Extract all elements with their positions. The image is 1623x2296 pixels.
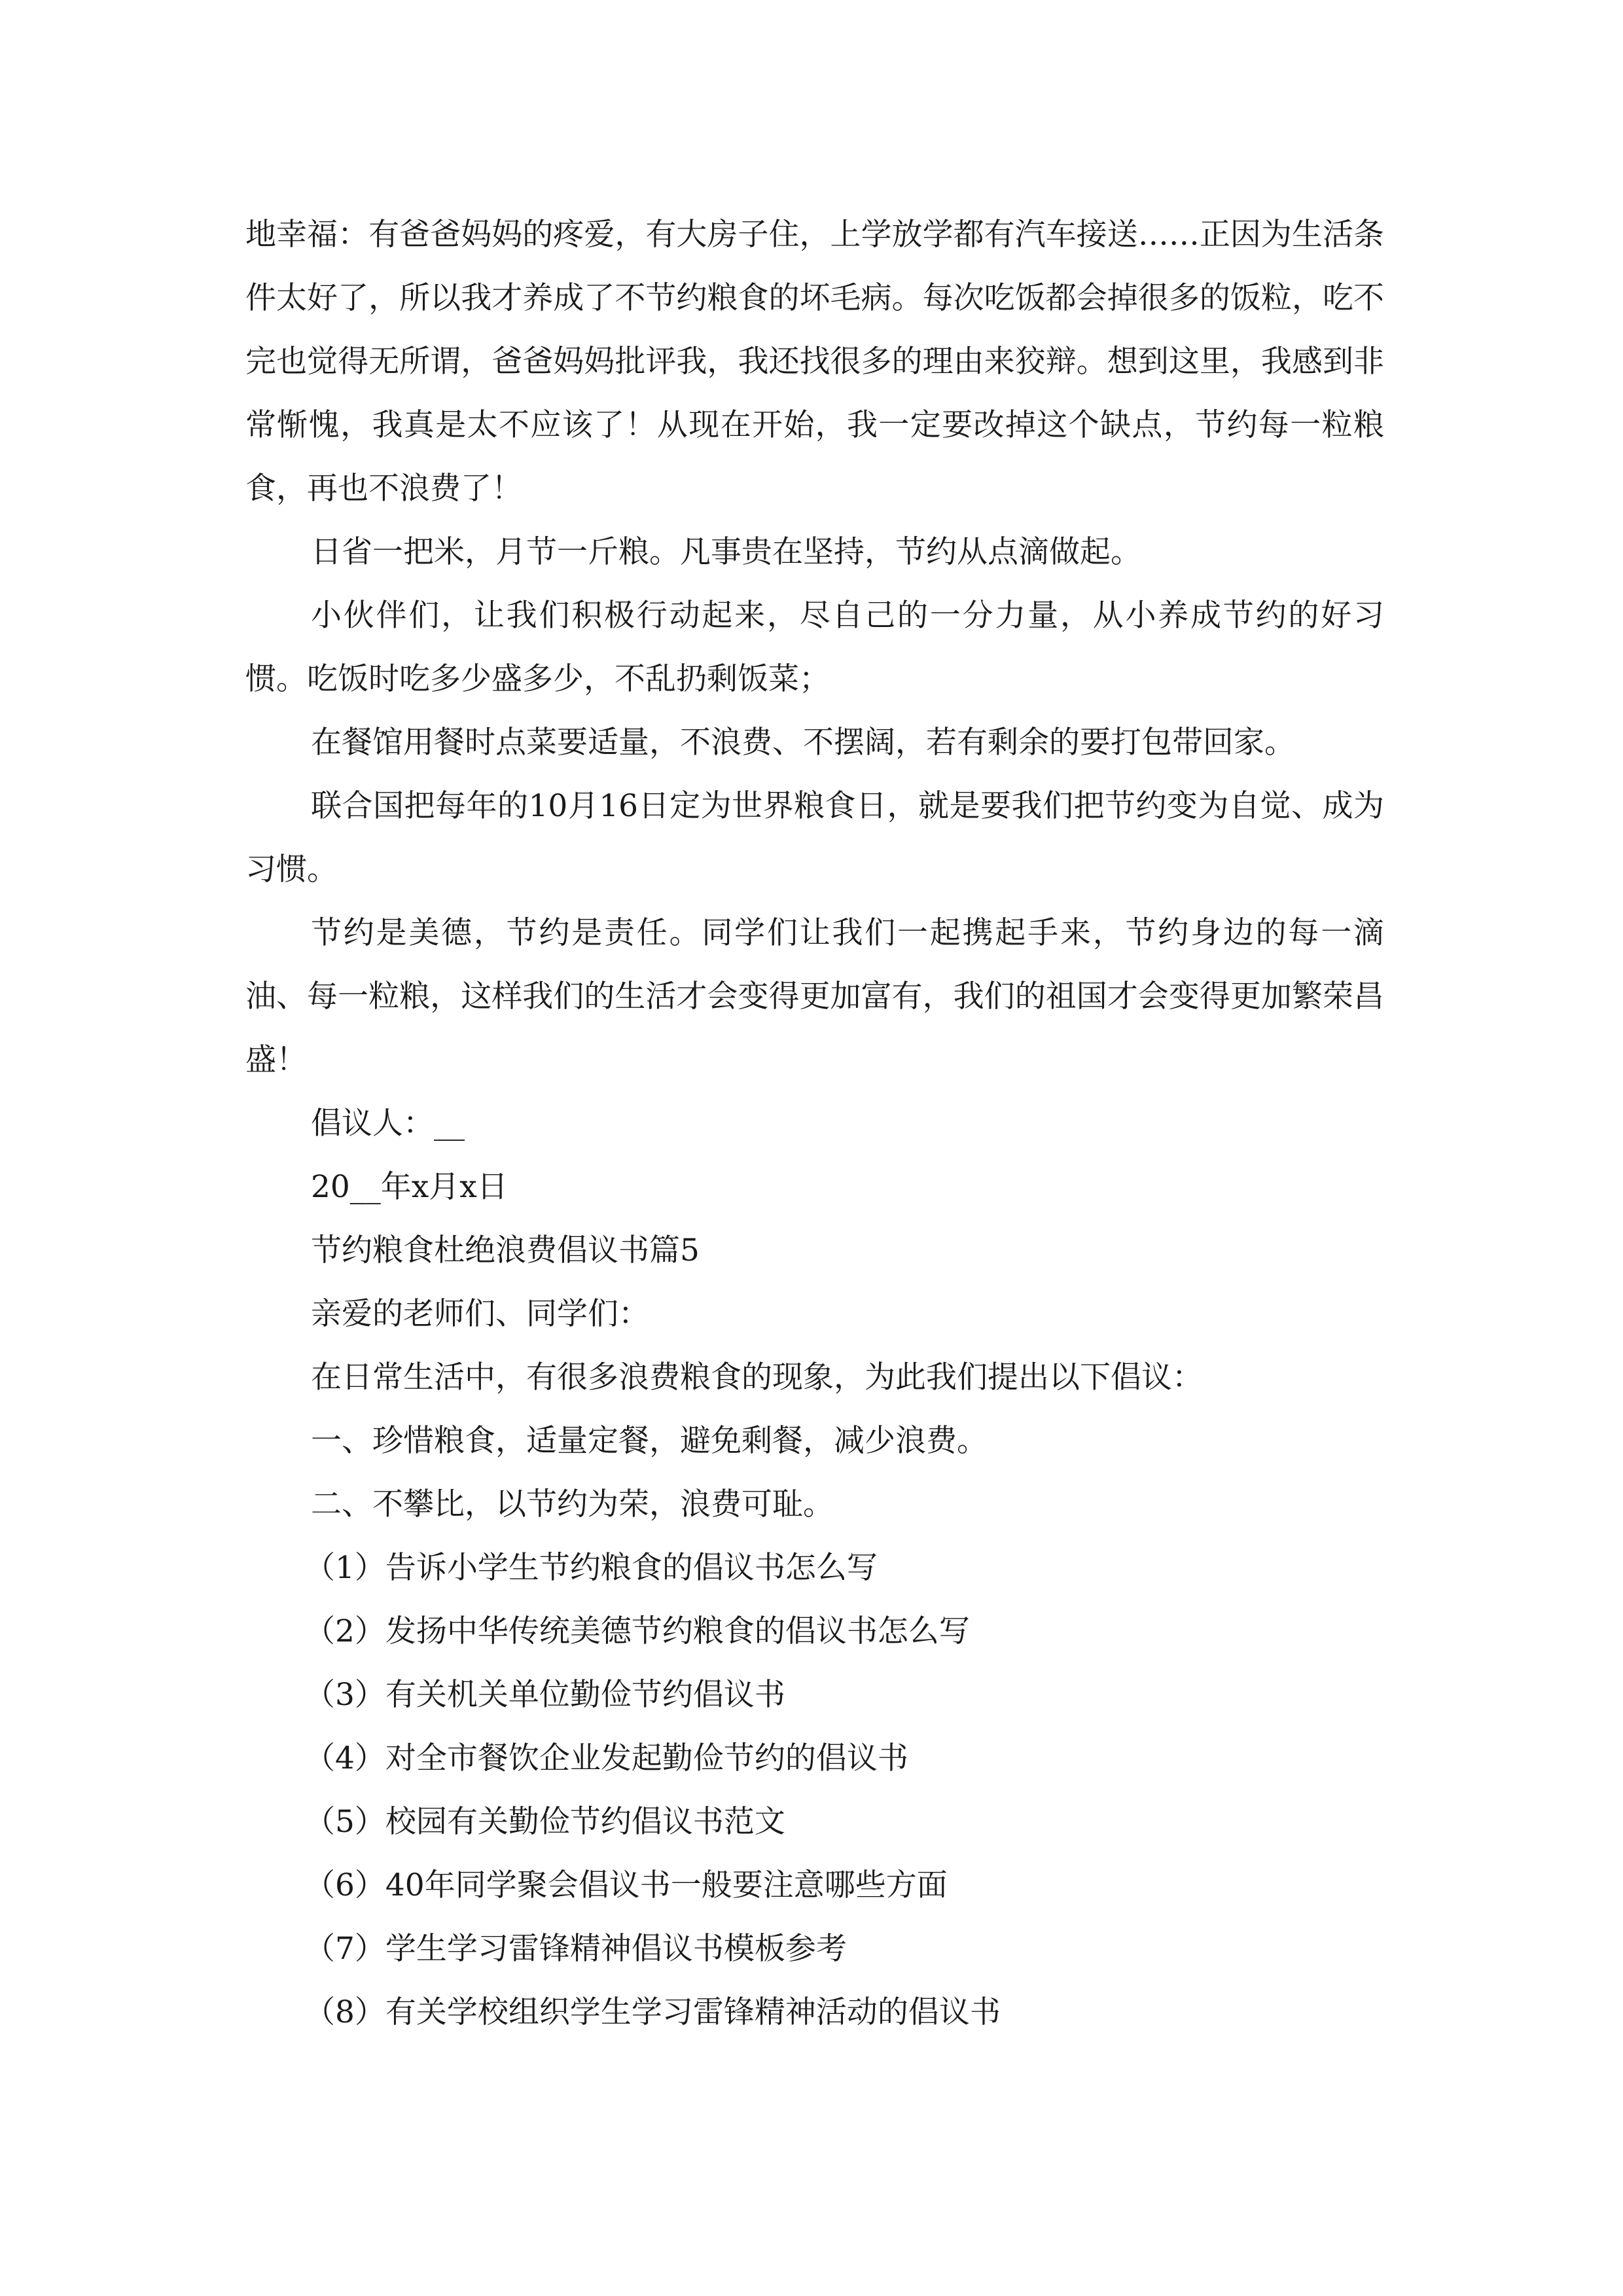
- related-link[interactable]: （3）有关机关单位勤俭节约倡议书: [304, 1677, 785, 1713]
- date-line: 20__年x月x日: [311, 1169, 508, 1205]
- section-title: 节约粮食杜绝浪费倡议书篇5: [311, 1232, 700, 1268]
- related-links-list: [245, 1536, 1384, 2044]
- paragraph-continuation: 地幸福：有爸爸妈妈的疼爱，有大房子住，上学放学都有汽车接送……正因为生活条件太好了，所以我才养成了不节约粮食的坏毛病。每次吃饭都会掉很多的饭粒，吃不完也觉得无所谓，爸爸妈妈批评我，我还找很多的理由来狡辩。想到这里，我感到非常惭愧，我真是太不应该了！从现在开始，我一定要改掉这个缺点，节约每一粒粮食，再也不浪费了！: [245, 217, 1384, 507]
- related-link[interactable]: （7）学生学习雷锋精神倡议书模板参考: [304, 1931, 847, 1967]
- paragraph: 在餐馆用餐时点菜要适量，不浪费、不摆阔，若有剩余的要打包带回家。: [311, 725, 1295, 761]
- document-page: [245, 203, 1384, 2044]
- related-link[interactable]: （5）校园有关勤俭节约倡议书范文: [304, 1804, 785, 1840]
- related-link[interactable]: （8）有关学校组织学生学习雷锋精神活动的倡议书: [304, 1994, 1001, 2030]
- proposal-item: 二、不攀比，以节约为荣，浪费可耻。: [311, 1486, 834, 1522]
- proposal-item: 一、珍惜粮食，适量定餐，避免剩餐，减少浪费。: [311, 1423, 988, 1459]
- paragraph: 小伙伴们，让我们积极行动起来，尽自己的一分力量，从小养成节约的好习惯。吃饭时吃多少盛多少，不乱扔剩饭菜；: [245, 598, 1384, 697]
- related-link[interactable]: （1）告诉小学生节约粮食的倡议书怎么写: [304, 1550, 878, 1586]
- greeting-line: 亲爱的老师们、同学们：: [311, 1296, 649, 1332]
- signer-line: 倡议人：__: [311, 1105, 465, 1141]
- intro-line: 在日常生活中，有很多浪费粮食的现象，为此我们提出以下倡议：: [311, 1359, 1203, 1395]
- related-link[interactable]: （4）对全市餐饮企业发起勤俭节约的倡议书: [304, 1740, 908, 1776]
- related-link[interactable]: （6）40年同学聚会倡议书一般要注意哪些方面: [304, 1867, 948, 1903]
- related-link[interactable]: （2）发扬中华传统美德节约粮食的倡议书怎么写: [304, 1613, 970, 1649]
- paragraph: 节约是美德，节约是责任。同学们让我们一起携起手来，节约身边的每一滴油、每一粒粮，这样我们的生活才会变得更加富有，我们的祖国才会变得更加繁荣昌盛！: [245, 915, 1384, 1078]
- paragraph: 联合国把每年的10月16日定为世界粮食日，就是要我们把节约变为自觉、成为习惯。: [245, 788, 1384, 888]
- paragraph: 日省一把米，月节一斤粮。凡事贵在坚持，节约从点滴做起。: [311, 534, 1141, 570]
